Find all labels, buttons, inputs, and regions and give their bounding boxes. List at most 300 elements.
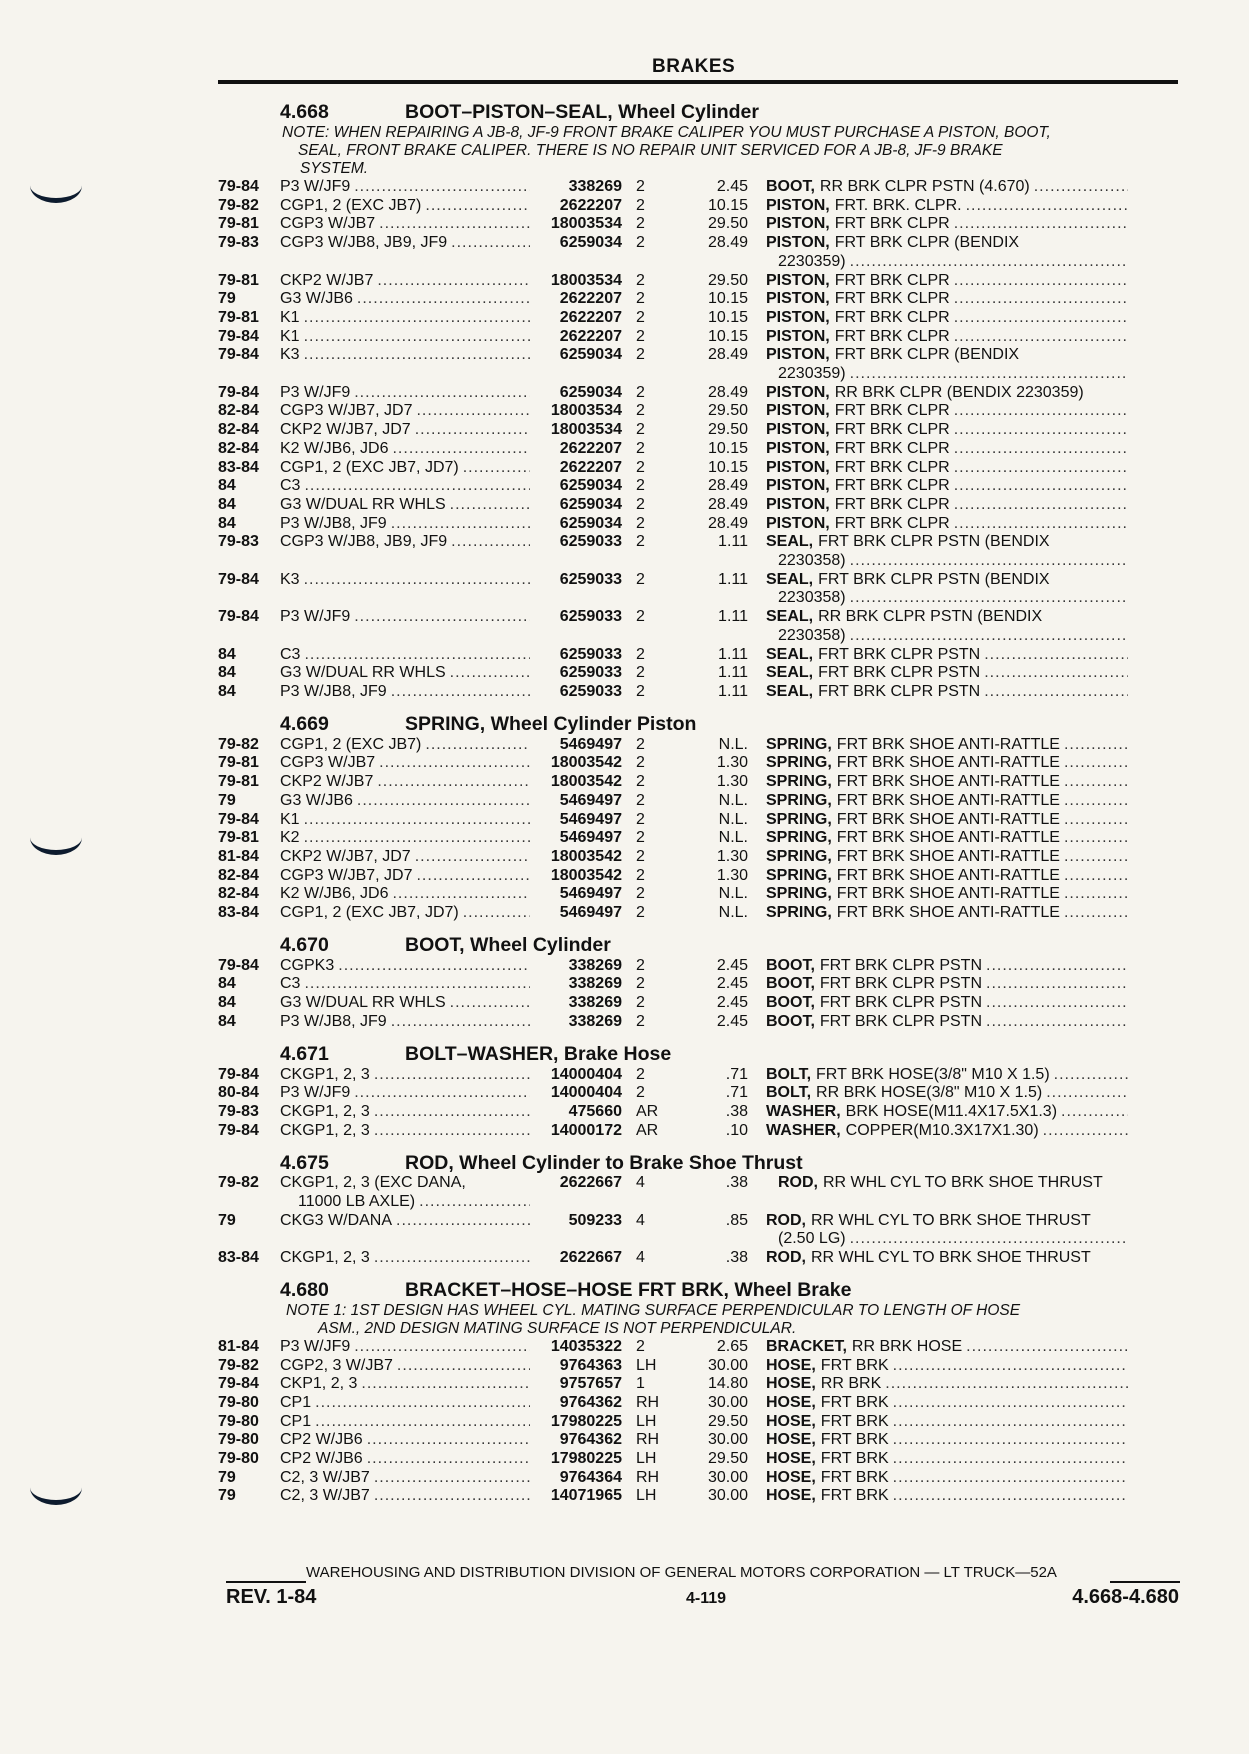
application-text: K2 bbox=[280, 829, 300, 847]
application-line bbox=[280, 975, 530, 994]
leader-dots bbox=[984, 683, 1128, 702]
quantity: 2 bbox=[636, 327, 645, 345]
application-text: C3 bbox=[280, 975, 301, 993]
description bbox=[766, 402, 1128, 421]
part-number: 338269 bbox=[568, 956, 622, 974]
application-line bbox=[280, 1357, 530, 1376]
description-line bbox=[766, 440, 1128, 459]
application bbox=[280, 496, 530, 515]
description-text: FRT BRK CLPR PSTN (BENDIX bbox=[818, 570, 1050, 588]
description bbox=[766, 975, 1128, 994]
item-name: SPRING, bbox=[766, 904, 832, 922]
model-years: 79-80 bbox=[218, 1450, 259, 1468]
application-line bbox=[280, 957, 530, 976]
part-number: 14000404 bbox=[550, 1084, 622, 1102]
description-line bbox=[766, 459, 1128, 478]
description-line bbox=[766, 754, 1128, 773]
parts-row bbox=[218, 848, 1180, 867]
model-years: 81-84 bbox=[218, 847, 259, 865]
application bbox=[280, 197, 530, 216]
model-years: 79 bbox=[218, 1211, 236, 1229]
quantity: AR bbox=[636, 1121, 659, 1139]
application-text: G3 W/JB6 bbox=[280, 290, 353, 308]
part-number: 6259033 bbox=[559, 682, 622, 700]
application-text: CGP2, 3 W/JB7 bbox=[280, 1356, 393, 1374]
price: .38 bbox=[725, 1102, 748, 1120]
price: 1.11 bbox=[718, 533, 748, 551]
application-text: K2 W/JB6, JD6 bbox=[280, 885, 389, 903]
item-name: PISTON, bbox=[766, 196, 830, 214]
description-text: FRT. BRK. CLPR. bbox=[834, 196, 962, 214]
note-line: SYSTEM. bbox=[300, 160, 369, 177]
parts-row bbox=[218, 867, 1180, 886]
description-text: FRT BRK CLPR bbox=[834, 327, 950, 345]
part-number: 6259033 bbox=[559, 664, 622, 682]
part-number: 14000404 bbox=[550, 1065, 622, 1083]
description-line bbox=[766, 1450, 1128, 1469]
application bbox=[280, 1413, 530, 1432]
parts-row bbox=[218, 533, 1180, 570]
model-years: 79-83 bbox=[218, 234, 259, 252]
description-line bbox=[766, 384, 1128, 403]
item-name: SPRING, bbox=[766, 754, 832, 772]
application-line bbox=[280, 829, 530, 848]
application-line bbox=[280, 1013, 530, 1032]
description-text: FRT BRK CLPR bbox=[834, 439, 950, 457]
leader-dots bbox=[374, 1487, 530, 1506]
model-years: 79-84 bbox=[218, 608, 259, 626]
price: .38 bbox=[725, 1174, 748, 1192]
description-line bbox=[766, 829, 1128, 848]
part-number: 5469497 bbox=[559, 810, 622, 828]
quantity: LH bbox=[636, 1487, 657, 1505]
parts-row bbox=[218, 904, 1180, 923]
part-number: 6259034 bbox=[559, 346, 622, 364]
item-name: SEAL, bbox=[766, 570, 814, 588]
application bbox=[280, 1338, 530, 1357]
quantity: 2 bbox=[636, 383, 645, 401]
part-number: 2622207 bbox=[559, 308, 622, 326]
description bbox=[766, 1357, 1128, 1376]
quantity: 2 bbox=[636, 196, 645, 214]
application-line bbox=[280, 811, 530, 830]
description-line bbox=[766, 515, 1128, 534]
model-years: 79-84 bbox=[218, 383, 259, 401]
revision-label: REV. 1-84 bbox=[226, 1586, 317, 1608]
leader-dots bbox=[954, 515, 1128, 534]
leader-dots bbox=[954, 459, 1128, 478]
description bbox=[766, 867, 1128, 886]
model-years: 79-83 bbox=[218, 1102, 259, 1120]
section-range: 4.668-4.680 bbox=[1072, 1586, 1179, 1608]
part-number: 6259034 bbox=[559, 495, 622, 513]
item-name: HOSE, bbox=[766, 1412, 816, 1430]
leader-dots bbox=[391, 1013, 530, 1032]
description bbox=[766, 215, 1128, 234]
application-text: P3 W/JF9 bbox=[280, 1084, 351, 1102]
item-name: PISTON, bbox=[766, 477, 830, 495]
quantity: 2 bbox=[636, 178, 645, 195]
item-name: SPRING, bbox=[766, 885, 832, 903]
application bbox=[280, 272, 530, 291]
price: 28.49 bbox=[707, 495, 748, 513]
quantity: 1 bbox=[636, 1375, 645, 1393]
part-number: 17980225 bbox=[550, 1450, 622, 1468]
quantity: 2 bbox=[636, 215, 645, 233]
price: 30.00 bbox=[707, 1487, 748, 1505]
description-text: 2230358) bbox=[778, 589, 846, 607]
description-line bbox=[766, 608, 1128, 627]
item-name: BOLT, bbox=[766, 1084, 812, 1102]
description bbox=[766, 346, 1128, 383]
application bbox=[280, 1431, 530, 1450]
description-line bbox=[766, 309, 1128, 328]
part-number: 14035322 bbox=[550, 1337, 622, 1355]
parts-row bbox=[218, 384, 1180, 403]
description-line bbox=[766, 811, 1128, 830]
parts-row bbox=[218, 459, 1180, 478]
description bbox=[766, 1103, 1128, 1122]
price: 1.30 bbox=[716, 847, 748, 865]
item-name: BOOT, bbox=[766, 178, 815, 195]
part-number: 9764364 bbox=[559, 1468, 622, 1486]
leader-dots bbox=[377, 773, 530, 792]
application-text: P3 W/JF9 bbox=[280, 608, 351, 626]
application bbox=[280, 328, 530, 347]
quantity: 2 bbox=[636, 290, 645, 308]
description-text: FRT BRK CLPR PSTN bbox=[819, 975, 982, 993]
application bbox=[280, 1450, 530, 1469]
part-number: 9764362 bbox=[559, 1431, 622, 1449]
description bbox=[766, 1249, 1128, 1268]
part-number: 2622667 bbox=[559, 1174, 622, 1192]
leader-dots bbox=[1064, 754, 1128, 773]
description-text: 2230359) bbox=[778, 252, 846, 270]
model-years: 79-84 bbox=[218, 810, 259, 828]
section-number: 4.680 bbox=[280, 1279, 329, 1302]
leader-dots bbox=[986, 957, 1128, 976]
part-number: 18003542 bbox=[550, 847, 622, 865]
leader-dots bbox=[425, 736, 530, 755]
model-years: 79-84 bbox=[218, 1065, 259, 1083]
description-text: FRT BRK CLPR bbox=[834, 421, 950, 439]
application-text: C3 bbox=[280, 645, 301, 663]
leader-dots bbox=[415, 848, 530, 867]
description-line bbox=[766, 867, 1128, 886]
leader-dots bbox=[850, 552, 1128, 571]
model-years: 82-84 bbox=[218, 402, 259, 420]
leader-dots bbox=[377, 272, 530, 291]
description bbox=[766, 1431, 1128, 1450]
description bbox=[766, 994, 1128, 1013]
parts-row bbox=[218, 1375, 1180, 1394]
model-years: 84 bbox=[218, 1012, 236, 1030]
description-text: FRT BRK SHOE ANTI-RATTLE bbox=[836, 847, 1060, 865]
price: 1.11 bbox=[718, 570, 748, 588]
item-name: PISTON, bbox=[766, 346, 830, 364]
quantity: 2 bbox=[636, 608, 645, 626]
application-line bbox=[280, 533, 530, 552]
description-line bbox=[766, 178, 1128, 197]
leader-dots bbox=[357, 290, 530, 309]
application-text: CGP3 W/JB7 bbox=[280, 754, 376, 772]
description-line bbox=[766, 552, 1128, 571]
application-text: CP1 bbox=[280, 1393, 312, 1411]
application bbox=[280, 1375, 530, 1394]
parts-row bbox=[218, 683, 1180, 702]
application-line bbox=[280, 459, 530, 478]
description-text: RR WHL CYL TO BRK SHOE THRUST bbox=[823, 1174, 1103, 1192]
binder-hole-mark bbox=[30, 168, 82, 203]
item-name: HOSE, bbox=[766, 1356, 816, 1374]
parts-row bbox=[218, 234, 1180, 271]
description-text: FRT BRK bbox=[820, 1393, 889, 1411]
price: 28.49 bbox=[707, 383, 748, 401]
price: N.L. bbox=[718, 735, 748, 753]
application-text: G3 W/DUAL RR WHLS bbox=[280, 994, 446, 1012]
section-note bbox=[218, 124, 1180, 178]
application-line bbox=[280, 994, 530, 1013]
description-line bbox=[766, 1487, 1128, 1506]
description-line bbox=[766, 1469, 1128, 1488]
leader-dots bbox=[954, 272, 1128, 291]
leader-dots bbox=[374, 1469, 530, 1488]
quantity: 2 bbox=[636, 495, 645, 513]
description bbox=[766, 1450, 1128, 1469]
description-line bbox=[766, 1103, 1128, 1122]
model-years: 79-80 bbox=[218, 1393, 259, 1411]
quantity: 2 bbox=[636, 1065, 645, 1083]
parts-row bbox=[218, 811, 1180, 830]
model-years: 82-84 bbox=[218, 885, 259, 903]
application-line bbox=[280, 1431, 530, 1450]
description bbox=[766, 683, 1128, 702]
application bbox=[280, 736, 530, 755]
model-years: 84 bbox=[218, 664, 236, 682]
parts-row bbox=[218, 1066, 1180, 1085]
description-line bbox=[766, 1013, 1128, 1032]
quantity: 2 bbox=[636, 421, 645, 439]
section-spacer bbox=[218, 1506, 1180, 1512]
item-name: PISTON, bbox=[766, 402, 830, 420]
application bbox=[280, 994, 530, 1013]
leader-dots bbox=[954, 215, 1128, 234]
price: 2.45 bbox=[716, 1012, 748, 1030]
leader-dots bbox=[450, 664, 530, 683]
leader-dots bbox=[893, 1487, 1128, 1506]
application-line bbox=[280, 904, 530, 923]
leader-dots bbox=[954, 328, 1128, 347]
item-name: SEAL, bbox=[766, 682, 814, 700]
description-text: 2230358) bbox=[778, 552, 846, 570]
application-text: CKGP1, 2, 3 bbox=[280, 1121, 370, 1139]
parts-row bbox=[218, 792, 1180, 811]
application-line bbox=[280, 571, 530, 590]
model-years: 79 bbox=[218, 290, 236, 308]
application-text: CKP1, 2, 3 bbox=[280, 1375, 358, 1393]
application bbox=[280, 773, 530, 792]
application-text: G3 W/DUAL RR WHLS bbox=[280, 664, 446, 682]
description-text: RR BRK CLPR PSTN (4.670) bbox=[819, 178, 1030, 195]
price: 30.00 bbox=[707, 1468, 748, 1486]
model-years: 79-81 bbox=[218, 829, 259, 847]
description-text: FRT BRK CLPR PSTN bbox=[818, 664, 981, 682]
application-line bbox=[280, 1122, 530, 1141]
description-text: FRT BRK CLPR PSTN bbox=[819, 1012, 982, 1030]
description bbox=[766, 496, 1128, 515]
leader-dots bbox=[1054, 1066, 1128, 1085]
application bbox=[280, 402, 530, 421]
application-line bbox=[280, 1212, 530, 1231]
application bbox=[280, 178, 530, 197]
price: 10.15 bbox=[707, 458, 748, 476]
leader-dots bbox=[1064, 848, 1128, 867]
description-line bbox=[766, 1413, 1128, 1432]
description bbox=[766, 736, 1128, 755]
parts-row bbox=[218, 1487, 1180, 1506]
leader-dots bbox=[893, 1469, 1128, 1488]
note-line: NOTE 1: 1ST DESIGN HAS WHEEL CYL. MATING SURFACE PERPENDICULAR TO LENGTH OF HOSE bbox=[286, 1301, 1021, 1319]
item-name: PISTON, bbox=[766, 308, 830, 326]
application-line bbox=[280, 1469, 530, 1488]
leader-dots bbox=[966, 1338, 1128, 1357]
model-years: 79-82 bbox=[218, 1174, 259, 1192]
description-text: FRT BRK CLPR (BENDIX bbox=[834, 234, 1020, 252]
price: .71 bbox=[725, 1065, 748, 1083]
leader-dots bbox=[374, 1066, 530, 1085]
item-name: HOSE, bbox=[766, 1393, 816, 1411]
application-line bbox=[280, 477, 530, 496]
leader-dots bbox=[986, 994, 1128, 1013]
item-name: SPRING, bbox=[766, 866, 832, 884]
application bbox=[280, 290, 530, 309]
model-years: 82-84 bbox=[218, 439, 259, 457]
price: .71 bbox=[725, 1084, 748, 1102]
leader-dots bbox=[954, 290, 1128, 309]
description-line bbox=[766, 328, 1128, 347]
leader-dots bbox=[397, 1357, 530, 1376]
section-title: BRACKET–HOSE–HOSE FRT BRK, Wheel Brake bbox=[405, 1279, 852, 1302]
description bbox=[766, 1066, 1128, 1085]
application-line bbox=[280, 440, 530, 459]
application-line bbox=[280, 346, 530, 365]
price: 2.45 bbox=[716, 956, 748, 974]
model-years: 79-84 bbox=[218, 570, 259, 588]
parts-row bbox=[218, 309, 1180, 328]
leader-dots bbox=[392, 885, 530, 904]
application bbox=[280, 608, 530, 627]
price: 1.30 bbox=[716, 754, 748, 772]
item-name: SPRING, bbox=[766, 791, 832, 809]
section-heading bbox=[218, 1274, 1180, 1302]
quantity: LH bbox=[636, 1356, 657, 1374]
leader-dots bbox=[893, 1450, 1128, 1469]
description-line bbox=[766, 533, 1128, 552]
model-years: 79-84 bbox=[218, 346, 259, 364]
quantity: 2 bbox=[636, 866, 645, 884]
item-name: BOOT, bbox=[766, 956, 815, 974]
item-name: PISTON, bbox=[766, 439, 830, 457]
leader-dots bbox=[954, 440, 1128, 459]
model-years: 79-80 bbox=[218, 1431, 259, 1449]
description-line bbox=[766, 1394, 1128, 1413]
application-line bbox=[280, 1084, 530, 1103]
item-name: SEAL, bbox=[766, 533, 814, 551]
description-text: FRT BRK SHOE ANTI-RATTLE bbox=[836, 829, 1060, 847]
quantity: RH bbox=[636, 1431, 660, 1449]
leader-dots bbox=[984, 664, 1128, 683]
note-line: NOTE: WHEN REPAIRING A JB-8, JF-9 FRONT BRAKE CALIPER YOU MUST PURCHASE A PISTON, BOOT, bbox=[282, 124, 1051, 141]
description-text: FRT BRK CLPR PSTN bbox=[818, 645, 981, 663]
item-name: PISTON, bbox=[766, 327, 830, 345]
leader-dots bbox=[425, 197, 530, 216]
leader-dots bbox=[304, 571, 530, 590]
item-name: BOOT, bbox=[766, 975, 815, 993]
description-text: FRT BRK CLPR PSTN (BENDIX bbox=[818, 533, 1050, 551]
parts-row bbox=[218, 994, 1180, 1013]
application bbox=[280, 477, 530, 496]
model-years: 79-84 bbox=[218, 1121, 259, 1139]
description-text: FRT BRK CLPR bbox=[834, 495, 950, 513]
application-text: CKGP1, 2, 3 bbox=[280, 1249, 370, 1267]
part-number: 18003542 bbox=[550, 866, 622, 884]
part-number: 18003542 bbox=[550, 754, 622, 772]
leader-dots bbox=[416, 402, 530, 421]
description-text: FRT BRK SHOE ANTI-RATTLE bbox=[836, 754, 1060, 772]
application-text: CGP1, 2 (EXC JB7, JD7) bbox=[280, 904, 459, 922]
quantity: 2 bbox=[636, 682, 645, 700]
description bbox=[766, 1394, 1128, 1413]
model-years: 79 bbox=[218, 791, 236, 809]
model-years: 83-84 bbox=[218, 1249, 259, 1267]
item-name: HOSE, bbox=[766, 1375, 816, 1393]
description-text: FRT BRK CLPR PSTN bbox=[819, 956, 982, 974]
application-line bbox=[280, 1375, 530, 1394]
description-line bbox=[766, 421, 1128, 440]
application-line bbox=[280, 421, 530, 440]
application-text: CGPK3 bbox=[280, 956, 335, 974]
application-line bbox=[280, 1394, 530, 1413]
model-years: 79-84 bbox=[218, 178, 259, 195]
description-text: FRT BRK CLPR PSTN bbox=[819, 994, 982, 1012]
parts-row bbox=[218, 402, 1180, 421]
description bbox=[766, 1338, 1128, 1357]
application bbox=[280, 1394, 530, 1413]
price: 29.50 bbox=[707, 1412, 748, 1430]
price: 2.45 bbox=[716, 178, 748, 195]
quantity: 2 bbox=[636, 829, 645, 847]
application bbox=[280, 811, 530, 830]
parts-row bbox=[218, 1212, 1180, 1249]
part-number: 5469497 bbox=[559, 791, 622, 809]
application-text: G3 W/DUAL RR WHLS bbox=[280, 495, 446, 513]
price: 29.50 bbox=[707, 271, 748, 289]
leader-dots bbox=[315, 1413, 530, 1432]
item-name: SPRING, bbox=[766, 735, 832, 753]
price: 14.80 bbox=[707, 1375, 748, 1393]
price: 10.15 bbox=[707, 327, 748, 345]
quantity: 4 bbox=[636, 1249, 645, 1267]
application bbox=[280, 215, 530, 234]
description bbox=[766, 957, 1128, 976]
description-line bbox=[766, 1375, 1128, 1394]
leader-dots bbox=[986, 975, 1128, 994]
description bbox=[766, 197, 1128, 216]
description-line bbox=[766, 1084, 1128, 1103]
description-text: RR WHL CYL TO BRK SHOE THRUST bbox=[811, 1249, 1091, 1267]
leader-dots bbox=[354, 384, 530, 403]
quantity: 2 bbox=[636, 773, 645, 791]
